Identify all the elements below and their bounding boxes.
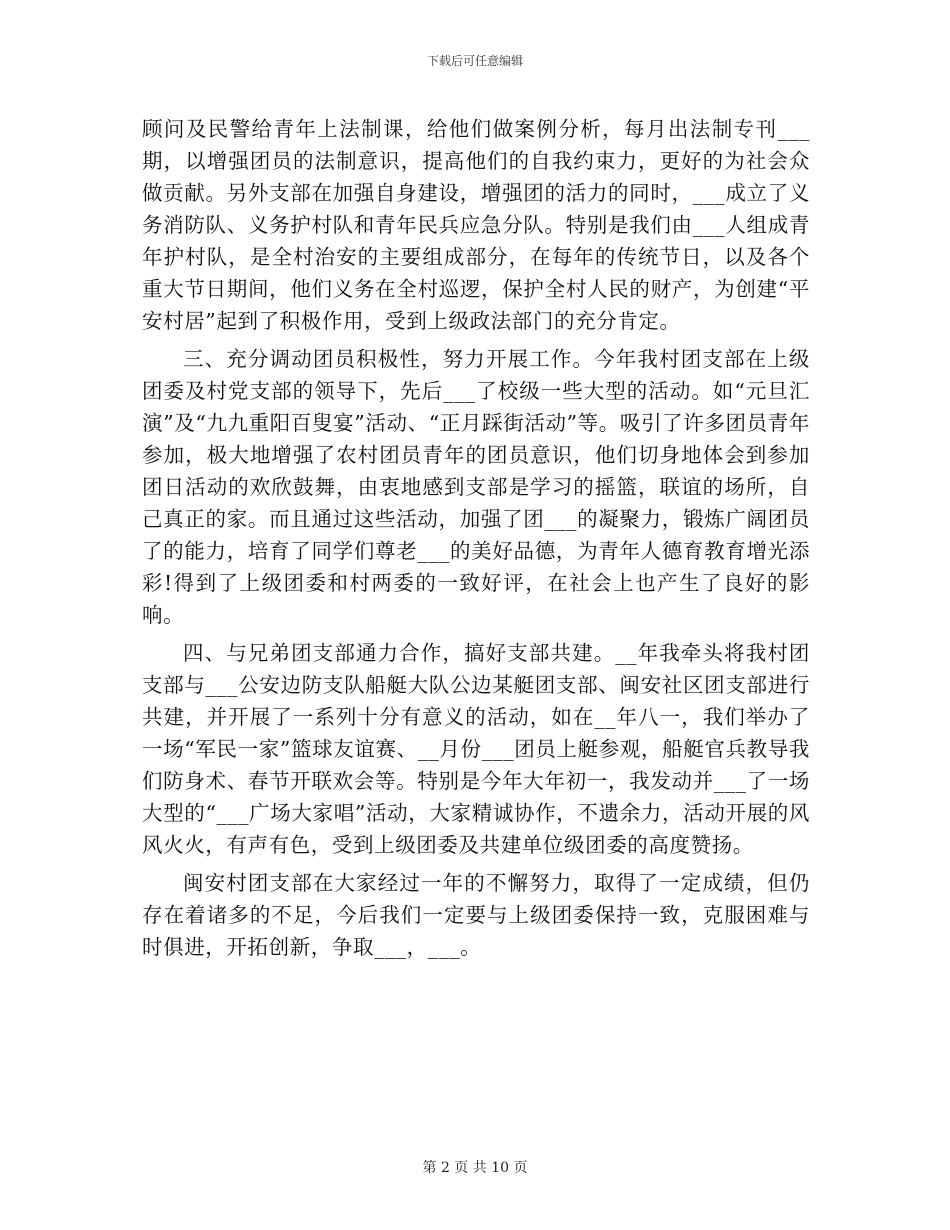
paragraph-section-three: 三、充分调动团员积极性，努力开展工作。今年我村团支部在上级团委及村党支部的领导下，先后___了校级一些大型的活动。如“元旦汇演”及“九九重阳百叟宴”活动、“正月踩街活动”等。吸引了许多团员青年参加，极大地增强了农村团员青年的团员意识，他们切身地体会到参加团日活动的欢欣鼓舞，由衷地感到支部是学习的摇篮，联谊的场所，自己真正的家。而且通过这些活动，加强了团___的凝聚力，锻炼广阔团员了的能力，培育了同学们尊老___的美好品德，为青年人德育教育增光添彩!得到了上级团委和村两委的一致好评，在社会上也产生了良好的影响。 bbox=[142, 347, 810, 627]
page-header: 下载后可任意编辑 bbox=[426, 54, 523, 68]
paragraph-conclusion: 闽安村团支部在大家经过一年的不懈努力，取得了一定成绩，但仍存在着诸多的不足，今后我们一定要与上级团委保持一致，克服困难与时俱进，开拓创新，争取___，___。 bbox=[142, 871, 810, 959]
paragraph-section-four: 四、与兄弟团支部通力合作，搞好支部共建。__年我牵头将我村团支部与___公安边防支队船艇大队公边某艇团支部、闽安社区团支部进行共建，并开展了一系列十分有意义的活动，如在__年八一，我们举办了一场“军民一家”篮球友谊赛、__月份___团员上艇参观，船艇官兵教导我们防身术、春节开联欢会等。特别是今年大年初一，我发动并___了一场大型的“___广场大家唱”活动，大家精诚协作，不遗余力，活动开展的风风火火，有声有色，受到上级团委及共建单位级团委的高度赞扬。 bbox=[142, 641, 810, 857]
document-body bbox=[142, 113, 810, 969]
paragraph-continuation: 顾问及民警给青年上法制课，给他们做案例分析，每月出法制专刊___期，以增强团员的法制意识，提高他们的自我约束力，更好的为社会众做贡献。另外支部在加强自身建设，增强团的活力的同时，___成立了义务消防队、义务护村队和青年民兵应急分队。特别是我们由___人组成青年护村队，是全村治安的主要组成部分，在每年的传统节日，以及各个重大节日期间，他们义务在全村巡逻，保护全村人民的财产，为创建“平安村居”起到了积极作用，受到上级政法部门的充分肯定。 bbox=[142, 117, 810, 333]
page-number: 第 2 页 共 10 页 bbox=[422, 1160, 528, 1176]
